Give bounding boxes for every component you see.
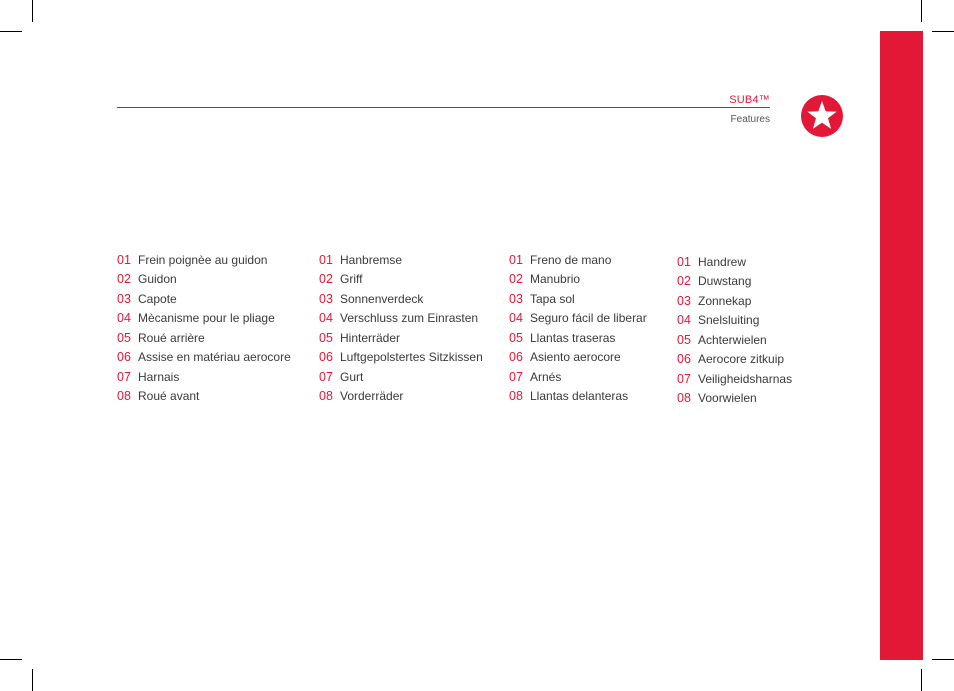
list-item bbox=[677, 291, 792, 311]
list-item bbox=[319, 250, 483, 270]
item-number: 04 bbox=[117, 311, 131, 326]
item-label: Hanbremse bbox=[340, 252, 403, 267]
item-label: Seguro fácil de liberar bbox=[530, 311, 647, 326]
item-label: Manubrio bbox=[530, 272, 581, 287]
list-item bbox=[509, 328, 647, 348]
item-number: 08 bbox=[509, 389, 523, 404]
item-number: 07 bbox=[509, 369, 523, 384]
item-label: Verschluss zum Einrasten bbox=[340, 311, 479, 326]
item-label: Harnais bbox=[138, 369, 180, 384]
item-number: 01 bbox=[677, 254, 691, 269]
list-item bbox=[509, 250, 647, 270]
item-number: 01 bbox=[509, 252, 523, 267]
item-label: Hinterräder bbox=[340, 330, 401, 345]
section-title: Features bbox=[730, 114, 770, 125]
crop-mark bbox=[32, 669, 33, 691]
crop-mark bbox=[932, 659, 954, 660]
list-item bbox=[319, 289, 483, 309]
item-number: 05 bbox=[117, 330, 131, 345]
crop-mark bbox=[921, 669, 922, 691]
item-label: Freno de mano bbox=[530, 252, 612, 267]
list-item bbox=[117, 367, 291, 387]
list-item bbox=[677, 272, 792, 292]
crop-mark bbox=[0, 659, 22, 660]
list-item bbox=[677, 350, 792, 370]
list-item bbox=[117, 387, 291, 407]
item-number: 03 bbox=[677, 293, 691, 308]
item-number: 06 bbox=[677, 352, 691, 367]
list-item bbox=[319, 270, 483, 290]
list-item bbox=[677, 311, 792, 331]
item-label: Roué avant bbox=[138, 389, 200, 404]
item-number: 02 bbox=[677, 274, 691, 289]
list-item bbox=[319, 367, 483, 387]
page-header bbox=[729, 94, 770, 125]
list-item bbox=[509, 309, 647, 329]
list-item bbox=[117, 289, 291, 309]
item-label: Tapa sol bbox=[530, 291, 575, 306]
list-item bbox=[509, 348, 647, 368]
item-number: 06 bbox=[319, 350, 333, 365]
item-number: 01 bbox=[319, 252, 333, 267]
item-number: 07 bbox=[117, 369, 131, 384]
item-number: 02 bbox=[117, 272, 131, 287]
item-label: Assise en matériau aerocore bbox=[138, 350, 291, 365]
list-item bbox=[319, 309, 483, 329]
list-item bbox=[117, 250, 291, 270]
item-number: 03 bbox=[117, 291, 131, 306]
item-label: Arnés bbox=[530, 369, 562, 384]
item-number: 08 bbox=[117, 389, 131, 404]
item-number: 06 bbox=[117, 350, 131, 365]
item-label: Capote bbox=[138, 291, 177, 306]
item-number: 03 bbox=[509, 291, 523, 306]
product-name: SUB4™ bbox=[729, 94, 770, 106]
item-label: Frein poignèe au guidon bbox=[138, 252, 268, 267]
item-number: 02 bbox=[509, 272, 523, 287]
feature-list-de bbox=[319, 250, 483, 406]
item-number: 01 bbox=[117, 252, 131, 267]
item-label: Handrew bbox=[698, 254, 747, 269]
feature-list-fr bbox=[117, 250, 291, 406]
crop-mark bbox=[921, 0, 922, 22]
list-item bbox=[677, 330, 792, 350]
crop-mark bbox=[932, 31, 954, 32]
item-label: Llantas traseras bbox=[530, 330, 616, 345]
item-label: Voorwielen bbox=[698, 391, 757, 406]
item-label: Veiligheidsharnas bbox=[698, 371, 793, 386]
list-item bbox=[509, 289, 647, 309]
list-item bbox=[117, 309, 291, 329]
item-number: 06 bbox=[509, 350, 523, 365]
item-label: Duwstang bbox=[698, 274, 752, 289]
feature-list-nl bbox=[677, 252, 792, 408]
item-number: 07 bbox=[677, 371, 691, 386]
list-item bbox=[319, 387, 483, 407]
item-number: 03 bbox=[319, 291, 333, 306]
list-item bbox=[677, 389, 792, 409]
item-label: Luftgepolstertes Sitzkissen bbox=[340, 350, 483, 365]
list-item bbox=[117, 348, 291, 368]
item-label: Llantas delanteras bbox=[530, 389, 629, 404]
header-rule bbox=[117, 107, 770, 108]
item-label: Asiento aerocore bbox=[530, 350, 621, 365]
list-item bbox=[509, 387, 647, 407]
item-number: 05 bbox=[677, 332, 691, 347]
item-label: Vorderräder bbox=[340, 389, 404, 404]
crop-mark bbox=[0, 31, 22, 32]
item-number: 04 bbox=[319, 311, 333, 326]
item-label: Mècanisme pour le pliage bbox=[138, 311, 275, 326]
item-number: 04 bbox=[509, 311, 523, 326]
list-item bbox=[319, 348, 483, 368]
list-item bbox=[677, 369, 792, 389]
item-number: 07 bbox=[319, 369, 333, 384]
item-number: 02 bbox=[319, 272, 333, 287]
item-label: Snelsluiting bbox=[698, 313, 760, 328]
item-label: Aerocore zitkuip bbox=[698, 352, 785, 367]
page-edge-tab bbox=[880, 31, 923, 660]
list-item bbox=[677, 252, 792, 272]
item-number: 05 bbox=[319, 330, 333, 345]
item-number: 08 bbox=[677, 391, 691, 406]
list-item bbox=[319, 328, 483, 348]
list-item bbox=[509, 270, 647, 290]
item-label: Sonnenverdeck bbox=[340, 291, 424, 306]
list-item bbox=[509, 367, 647, 387]
item-label: Roué arrière bbox=[138, 330, 205, 345]
item-number: 05 bbox=[509, 330, 523, 345]
star-icon bbox=[801, 95, 843, 137]
item-label: Zonnekap bbox=[698, 293, 752, 308]
item-label: Guidon bbox=[138, 272, 177, 287]
item-number: 04 bbox=[677, 313, 691, 328]
item-label: Griff bbox=[340, 272, 363, 287]
crop-mark bbox=[32, 0, 33, 22]
item-number: 08 bbox=[319, 389, 333, 404]
list-item bbox=[117, 270, 291, 290]
item-label: Achterwielen bbox=[698, 332, 767, 347]
item-label: Gurt bbox=[340, 369, 364, 384]
list-item bbox=[117, 328, 291, 348]
feature-list-es bbox=[509, 250, 647, 406]
